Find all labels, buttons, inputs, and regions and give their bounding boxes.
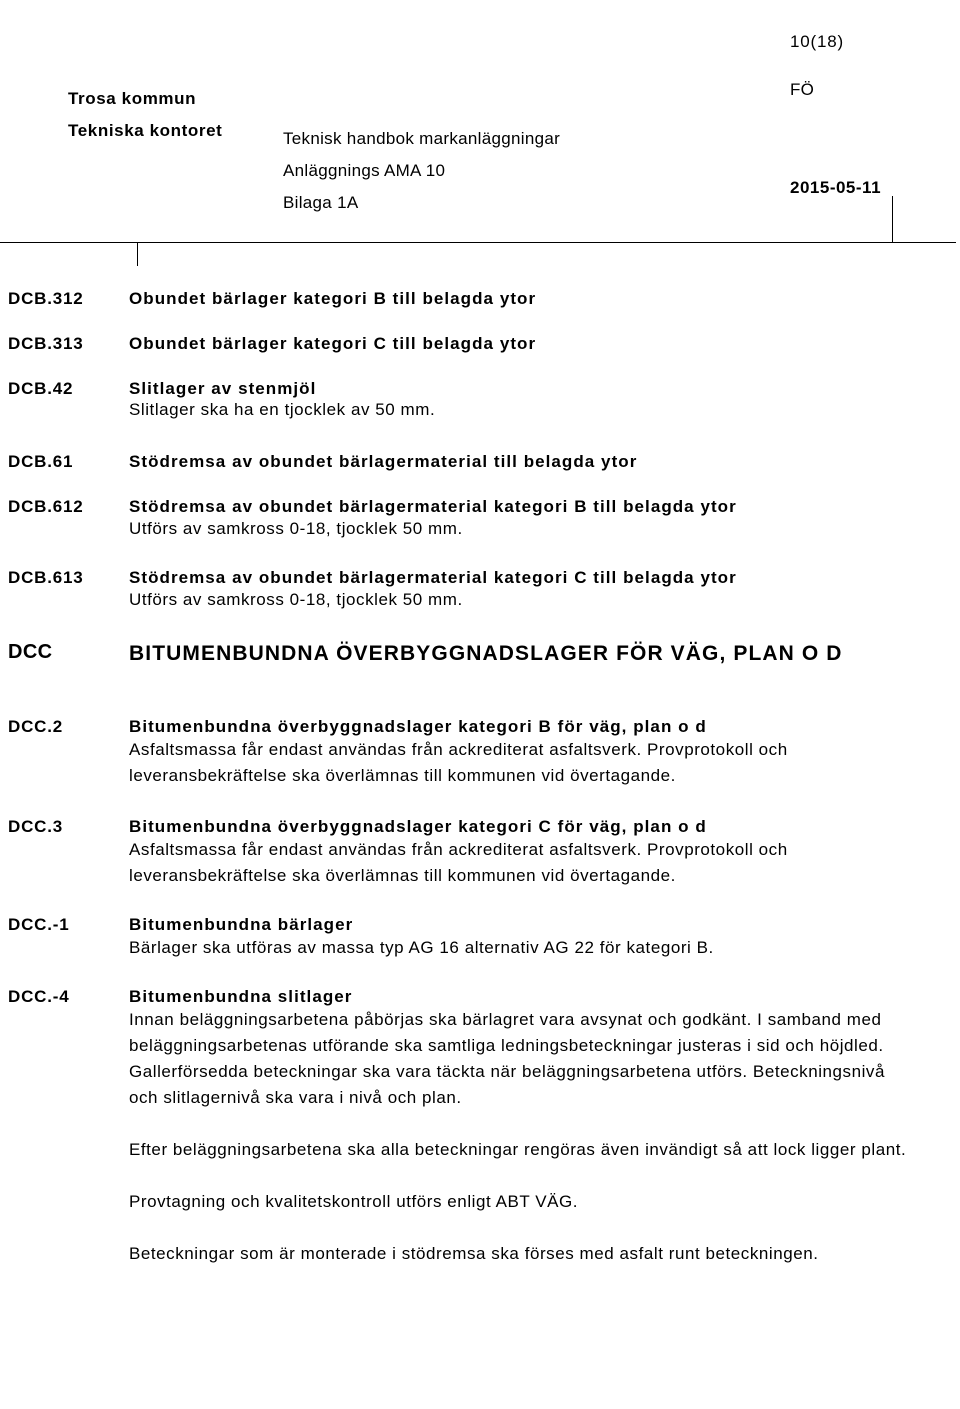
margin-rule (137, 242, 138, 266)
section-dcb-313 (129, 334, 919, 354)
section-paragraph: Beteckningar som är monterade i stödremsa ska förses med asfalt runt beteckningen. (129, 1244, 819, 1263)
section-text: Asfaltsmassa får endast användas från ackrediterat asfaltsverk. Provprotokoll och leveransbekräftelse ska överlämnas till kommunen vid övertagande. (129, 840, 788, 885)
section-title: Obundet bärlager kategori B till belagda ytor (129, 289, 537, 308)
section-title: Bitumenbundna slitlager (129, 987, 353, 1006)
section-dcb-42 (129, 379, 919, 421)
attachment-label: Bilaga 1A (283, 193, 359, 212)
header-divider (0, 242, 956, 243)
section-title: BITUMENBUNDNA ÖVERBYGGNADSLAGER FÖR VÄG, PLAN O D (129, 642, 843, 665)
section-code: DCC.-4 (8, 987, 70, 1006)
section-code: DCC (8, 641, 53, 663)
section-text: Asfaltsmassa får endast användas från ackrediterat asfaltsverk. Provprotokoll och leveransbekräftelse ska överlämnas till kommunen vid övertagande. (129, 740, 788, 785)
page-number: 10(18) (790, 32, 844, 51)
section-code: DCB.61 (8, 452, 74, 471)
section-text: Utförs av samkross 0-18, tjocklek 50 mm. (129, 590, 463, 609)
section-dcb-612 (129, 497, 919, 541)
section-dcc-2 (129, 717, 919, 789)
section-paragraph: Efter beläggningsarbetena ska alla beteckningar rengöras även invändigt så att lock ligger plant. (129, 1140, 907, 1159)
section-dcb-312 (129, 289, 919, 309)
section-dcc-4 (129, 987, 919, 1293)
doc-title: Teknisk handbok markanläggningar (283, 129, 561, 148)
section-title: Obundet bärlager kategori C till belagda ytor (129, 334, 537, 353)
section-code: DCB.613 (8, 568, 84, 587)
section-title: Bitumenbundna bärlager (129, 915, 354, 934)
org-name: Trosa kommun (68, 89, 197, 108)
section-code: DCB.313 (8, 334, 84, 353)
section-code: DCC.2 (8, 717, 64, 736)
section-text: Slitlager ska ha en tjocklek av 50 mm. (129, 400, 436, 419)
section-title: Stödremsa av obundet bärlagermaterial kategori B till belagda ytor (129, 497, 737, 516)
section-dcc (129, 640, 919, 667)
section-code: DCC.3 (8, 817, 64, 836)
section-text: Bärlager ska utföras av massa typ AG 16 alternativ AG 22 för kategori B. (129, 938, 714, 957)
doc-date: 2015-05-11 (790, 178, 882, 197)
section-code: DCC.-1 (8, 915, 70, 934)
section-paragraph: Innan beläggningsarbetena påbörjas ska bärlagret vara avsynat och godkänt. I samband med beläggningsarbetenas utförande ska samtliga ledningsbeteckningar justeras i sid och höjdled. Gallerförsedda beteckningar ska vara täckta när beläggningsarbetena utförs. Beteckningsnivå och slitlagernivå ska vara i nivå och plan. (129, 1010, 885, 1107)
section-dcc-3 (129, 817, 919, 889)
section-title: Stödremsa av obundet bärlagermaterial till belagda ytor (129, 452, 638, 471)
section-code: DCB.42 (8, 379, 74, 398)
section-paragraph: Provtagning och kvalitetskontroll utförs enligt ABT VÄG. (129, 1192, 579, 1211)
section-text: Utförs av samkross 0-18, tjocklek 50 mm. (129, 519, 463, 538)
section-title: Bitumenbundna överbyggnadslager kategori C för väg, plan o d (129, 817, 707, 836)
section-title: Bitumenbundna överbyggnadslager kategori B för väg, plan o d (129, 717, 707, 736)
section-dcb-613 (129, 568, 919, 612)
header-vertical-rule (892, 196, 893, 242)
section-dcc-1 (129, 915, 919, 961)
department: Tekniska kontoret (68, 121, 223, 140)
doc-code: FÖ (790, 80, 815, 99)
section-code: DCB.612 (8, 497, 84, 516)
section-code: DCB.312 (8, 289, 84, 308)
section-dcb-61 (129, 452, 919, 472)
section-title: Slitlager av stenmjöl (129, 379, 317, 398)
section-title: Stödremsa av obundet bärlagermaterial kategori C till belagda ytor (129, 568, 737, 587)
doc-ref: Anläggnings AMA 10 (283, 161, 446, 180)
